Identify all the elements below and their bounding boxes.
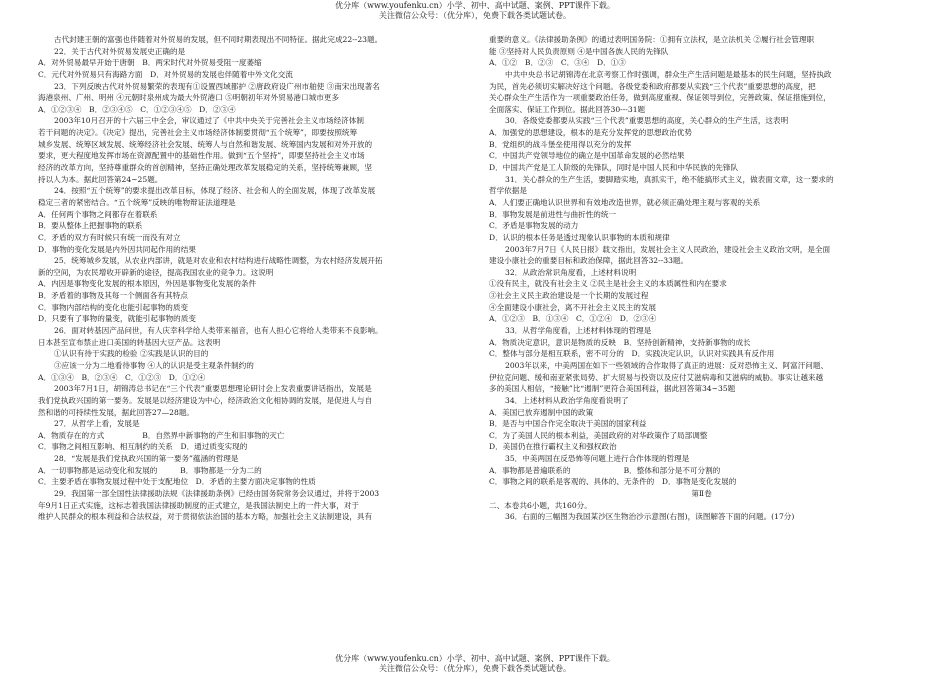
text-line: D．只要有了事物的量变，就能引起事物的质变 [38,314,196,324]
text-line: ④全面建设小康社会，离不开社会主义民主的发展 [489,302,657,312]
text-line: 28．“发展是我们党执政兴国的第一要务”蕴涵的哲理是 [54,454,239,464]
text-line: D．中国共产党是工人阶级的先锋队，同时是中国人民和中华民族的先锋队 [489,163,739,173]
text-line: D．事物的变化发展是内外因共同起作用的结果 [38,244,196,254]
text-line: C．事物之间的联系是客观的、具体的、无条件的 D．事物是变化发展的 [489,477,737,487]
text-line: 海港泉州、广州、明州 ④元朝时泉州成为最大外贸港口 ⑤明朝初年对外贸易港口城市更多 [38,93,339,103]
text-line: 城乡发展、统筹区域发展、统筹经济社会发展、统筹人与自然和谐发展、统筹国内发展和对外开放的 [38,139,373,149]
text-line: C．事物之间相互影响、相互制约的关系 D．通过质变实现的 [38,442,248,452]
text-line: ③社会主义民主政治建设是一个长期的发展过程 [489,291,649,301]
text-line: 重要的意义。《法律援助条例》的通过表明国务院：①拥有立法权，是立法机关 ②履行社会管理职 [489,35,815,44]
header-line-1: 优分库（www.youfenku.cn）小学、初中、高中试题、案例、PPT课件下载。 [335,1,615,10]
text-line: 我们党执政兴国的第一要务。发展是以经济建设为中心，经济政治文化相协调的发展，是促进人与自 [38,395,373,405]
text-line: A．美国已放弃遏制中国的政策 [489,407,594,417]
text-line: 25．统筹城乡发展，从农业内部讲，就是对农业和农村结构进行战略性调整，为农村经济发展开拓 [54,256,383,266]
text-line: C．为了美国人民的根本利益，美国政府的对华政策作了局部调整 [489,430,708,440]
text-line: D．美国仍在推行霸权主义和强权政治 [489,442,617,452]
text-line: A．内因是事物变化发展的根本原因，外因是事物变化发展的条件 [38,279,257,289]
text-line: A．物质决定意识，意识是物质的反映 B．坚持创新精神，支持新事物的成长 [489,337,751,347]
text-line: A．①②③④ B．②③④⑤ C．①②③④⑤ D．②③④ [38,104,236,114]
text-line: 34．上述材料从政治学角度看说明了 [505,395,629,405]
text-line: 27．从哲学上看，发展是 [54,419,140,429]
text-line: A．加强党的思想建设，根本的是充分发挥党的思想政治优势 [489,128,692,138]
text-line: 23．下列反映古代对外贸易繁荣的表现有①设置西域都护 ②唐政府设广州市舶使 ③南宋出现著名 [54,81,380,91]
text-line: 26．面对转基因产品问世，有人庆幸科学给人类带来福音，也有人担心它将给人类带来不良影响。 [54,326,383,336]
text-line: 中共中央总书记胡锦涛在北京考察工作时强调，群众生产生活问题是最基本的民生问题，坚持执政 [505,69,832,79]
text-line: B．矛盾着的事物及其每一个侧面各有其特点 [38,291,188,301]
text-line: 建设小康社会的重要目标和政治保障，据此回答32--33题。 [489,256,689,266]
footer-line-1: 优分库（www.youfenku.cn）小学、初中、高中试题、案例、PPT课件下载。 [335,654,615,663]
text-line: 全面落实、保证工作到位。据此回答30---31题 [489,104,646,114]
text-line: 古代封建王朝的富强也伴随着对外贸易的发展，但不同时期表现出不同特征。据此完成22--23题。 [54,35,383,44]
right-text-column [489,34,914,523]
text-line: 新的空间，为农民增收开辟新的途径，提高我国农业的竞争力。这说明 [38,267,274,277]
text-line: 多的美国人相信，“接触”比“遏制”更符合美国利益，据此回答第34~35题 [489,384,736,394]
text-line: A．①③④ B．②③④ C．①②③ D．①②④ [38,372,206,382]
text-line: 为民，首先必须切实解决好这个问题。各级党委和政府都要从实践“三个代表”重要思想的高度，把 [489,81,816,91]
text-line: B．党组织的战斗堡垒使用得以充分的发挥 [489,139,632,149]
text-line: 35．中美两国在反恐怖等问题上进行合作体现的哲理是 [505,454,690,464]
text-line: 31．关心群众的生产生活，要脚踏实地，真抓实干，绝不能搞形式主义，做表面文章，这一要求的 [505,174,834,184]
text-line: D．认识的根本任务是透过现象认识事物的本质和规律 [489,232,670,242]
text-line: 22．关于古代对外贸易发展史正确的是 [54,46,186,56]
text-line: A．事物都是普遍联系的 B．整体和部分是不可分割的 [489,465,721,475]
text-line: 第Ⅱ卷 [691,488,712,498]
page-header [0,1,950,21]
text-line: 2003年10月召开的十六届三中全会，审议通过了《中共中央关于完善社会主义市场经济体制 [54,116,364,126]
text-line: 哲学依据是 [489,186,527,196]
text-line: 2003年7月1日，胡锦涛总书记在“三个代表”重要思想理论研讨会上发表重要讲话指出，发展是 [54,384,372,394]
text-line: A．一切事物都是运动变化和发展的 B．事物都是一分为二的 [38,465,262,475]
text-line: A．物质存在的方式 B．自然界中新事物的产生和旧事物的灭亡 [38,430,285,440]
page-footer [0,654,950,674]
text-line: 关心群众生产生活作为一项重要政治任务，做到高度重视、保证领导到位，完善政策、保证措施到位， [489,93,831,103]
text-line: 若干问题的决定》。《决定》提出，完善社会主义市场经济体制要贯彻“五个统筹”，即要按照统筹 [38,128,358,138]
text-line: 经济的改革方向，坚持尊重群众的首创精神，坚持正确处理改革发展稳定的关系，坚持统筹兼顾，坚 [38,163,373,173]
text-line: ③应该一分为二地看待事物 ④人的认识是受主观条件制约的 [54,360,254,370]
text-line: 要求，更大程度地发挥市场在资源配置中的基础性作用。做到“五个坚持”，即要坚持社会主义市场 [38,151,365,161]
text-line: C．矛盾的双方有时候只有统一而没有对立 [38,232,181,242]
text-line: 24．按照“五个统筹”的要求提出改革目标，体现了经济、社会和人的全面发展，体现了改革发展 [54,186,376,196]
text-line: 伊拉克问题、缓和南亚紧张局势、扩大贸易与投资以及应付艾滋病毒和艾滋病的威胁。事实让越来越 [489,372,824,382]
text-line: 年9月1日正式实施，这标志着我国法律援助制度的正式建立，是我国法制史上的一件大事，对于 [38,500,360,510]
text-line: ①认识有待于实践的检验 ②实践是认识的目的 [54,349,209,359]
header-line-2: 关注微信公众号：（优分库），免费下载各类试题试卷。 [379,11,571,20]
text-line: A．①②③ B．①③④ C．①②④ D．②③④ [489,314,657,324]
text-line: 能 ③坚持对人民负责原则 ④是中国各族人民的先锋队 [489,46,669,56]
text-line: C．主要矛盾在事物发展过程中处于支配地位 D．矛盾的主要方面决定事物的性质 [38,477,316,487]
text-line: C．中国共产党领导地位的确立是中国革命发展的必然结果 [489,151,685,161]
text-line: 持以人为本。据此回答第24~25题。 [38,174,163,184]
left-text-column [38,34,463,523]
text-line: 维护人民群众的根本利益和合法权益，对于贯彻依法治国的基本方略，加强社会主义法制建设，具有 [38,512,373,522]
text-line: C．元代对外贸易只有海路方面 D．对外贸易的发展也伴随着中外文化交流 [38,69,293,79]
text-line: 日本甚至宣布禁止进口美国的转基因大豆产品。这表明 [38,337,221,347]
text-line: B．要从整体上把握事物的联系 [38,221,143,231]
text-line: 二、本卷共6小题，共160分。 [489,500,592,510]
text-line: 29．我国第一部全国性法律援助法规《法律援助条例》已经由国务院常务会议通过，并将于2003 [54,488,380,498]
text-line: ①没有民主，就没有社会主义 ②民主是社会主义的本质属性和内在要求 [489,279,727,289]
text-line: A．任何两个事物之间都存在着联系 [38,209,158,219]
text-line: A．①② B．②③ C．③④ D．①③ [489,58,626,68]
text-line: C．矛盾是事物发展的动力 [489,221,579,231]
footer-line-2: 关注微信公众号：（优分库），免费下载各类试题试卷。 [379,664,571,673]
text-line: 36．右面的三幅图为我国某沙区生物治沙示意图(右图)，读图解答下面的问题。(17分) [505,512,795,522]
text-line: 33．从哲学角度看，上述材料体现的哲理是 [505,326,652,336]
text-line: B．事物发展是前进性与曲折性的统一 [489,209,617,219]
text-line: 稳定三者的紧密结合。“五个统筹”反映的唯物辩证法道理是 [38,197,236,207]
text-line: 30．各级党委都要从实践“三个代表”重要思想的高度，关心群众的生产生活，这表明 [505,116,789,126]
text-line: B．是否与中国合作完全取决于美国的国家利益 [489,419,647,429]
text-line: C．事物内部结构的变化也能引起事物的质变 [38,302,189,312]
text-line: A．人们要正确地认识世界和有效地改造世界，就必须正确处理主观与客观的关系 [489,197,761,207]
text-line: C．整体与部分是相互联系，密不可分的 D．实践决定认识，认识对实践具有反作用 [489,349,775,359]
text-line: 32．从政治常识角度看，上述材料说明 [505,267,637,277]
text-line: 2003年7月7日《人民日报》载文指出，发展社会主义人民政治，建设社会主义政治文明，是全面 [505,244,831,254]
text-line: 然和谐的可持续性发展，据此回答27—28题。 [38,407,195,417]
text-line: A．对外贸易最早开始于唐朝 B．两宋时代对外贸易受阻一度萎缩 [38,58,262,68]
text-line: 2003年以来，中美两国在如下一些领域的合作取得了真正的进展：反对恐怖主义、阿富汗问题、 [505,360,829,370]
